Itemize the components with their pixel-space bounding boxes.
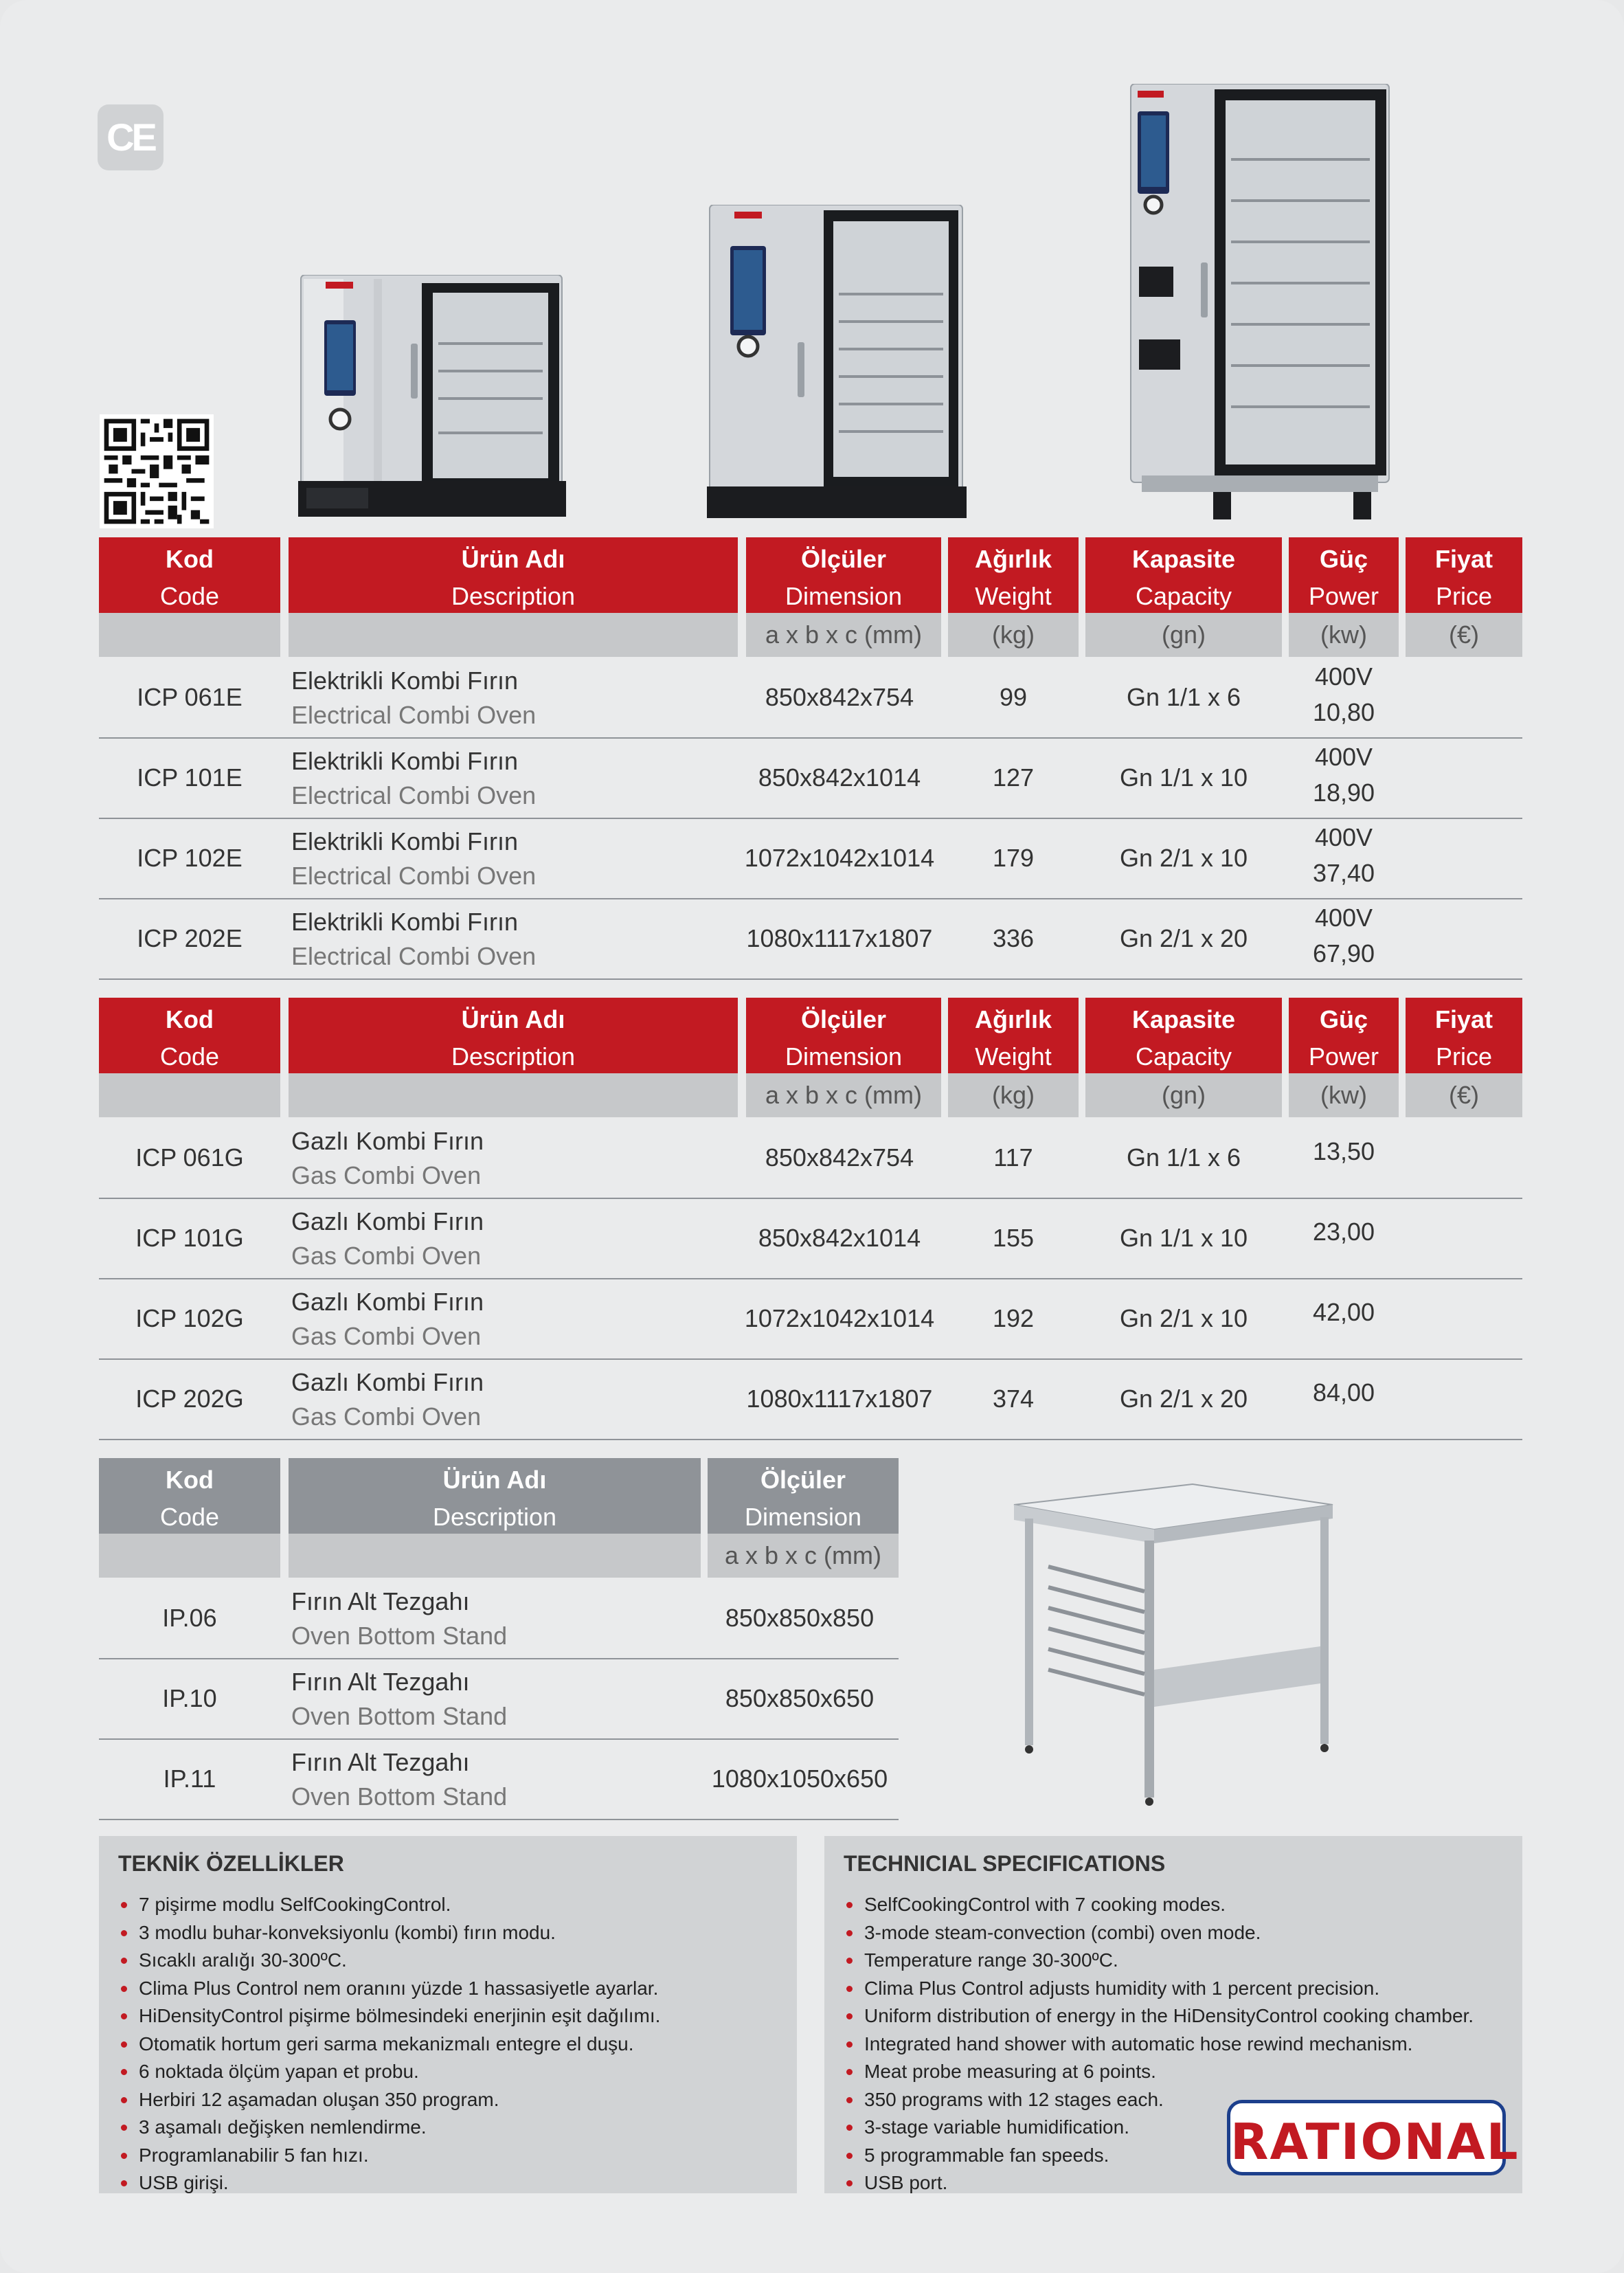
header-weight: Ağırlık Weight — [948, 998, 1079, 1073]
cell-dimension: 850x842x1014 — [758, 763, 921, 792]
spec-item: 3 modlu buhar-konveksiyonlu (kombi) fırın modu. — [118, 1919, 660, 1947]
description-tr: Elektrikli Kombi Fırın — [291, 908, 519, 936]
unit-price: (€) — [1406, 613, 1522, 657]
oven-20-image — [1128, 84, 1392, 519]
header-power: Güç Power — [1289, 998, 1399, 1073]
header-dimension: Ölçüler Dimension — [746, 998, 941, 1073]
header-capacity: Kapasite Capacity — [1085, 537, 1282, 613]
cell-power: 84,00 — [1312, 1378, 1375, 1407]
rational-logo: RATIONAL — [1227, 2100, 1506, 2175]
description-en: Electrical Combi Oven — [291, 701, 537, 729]
description-tr: Fırın Alt Tezgahı — [291, 1668, 470, 1696]
unit-dimension: a x b x c (mm) — [746, 613, 941, 657]
cell-price — [1406, 1278, 1522, 1358]
spec-item: SelfCookingControl with 7 cooking modes. — [844, 1891, 1474, 1919]
cell-capacity: Gn 2/1 x 20 — [1119, 1385, 1248, 1413]
spec-item: Otomatik hortum geri sarma mekanizmalı entegre el duşu. — [118, 2030, 660, 2059]
cell-dimension: 1080x1117x1807 — [746, 924, 933, 952]
specs-tr-list — [118, 1891, 660, 2197]
power-value: 10,80 — [1312, 698, 1375, 726]
cell-capacity: Gn 2/1 x 20 — [1119, 924, 1248, 952]
cell-power — [1289, 818, 1399, 898]
cell-code: ICP 061E — [137, 683, 243, 711]
cell-code: ICP 102E — [137, 844, 243, 872]
cell-code: ICP 101G — [135, 1224, 244, 1252]
description-en: Gas Combi Oven — [291, 1161, 482, 1189]
power-value: 67,90 — [1312, 939, 1375, 967]
cell-power — [1289, 898, 1399, 978]
description-en: Oven Bottom Stand — [291, 1782, 508, 1811]
spec-item: 7 pişirme modlu SelfCookingControl. — [118, 1891, 660, 1919]
cell-description — [289, 818, 738, 898]
oven-10-image — [707, 205, 967, 518]
header-description: Ürün Adı Description — [289, 537, 738, 613]
description-en: Gas Combi Oven — [291, 1242, 482, 1270]
cell-price — [1406, 657, 1522, 737]
spec-item: USB port. — [844, 2169, 1474, 2197]
spec-item: 3-mode steam-convection (combi) oven mode. — [844, 1919, 1474, 1947]
cell-description — [289, 898, 738, 978]
cell-code: ICP 102G — [135, 1304, 244, 1332]
cell-dimension: 850x850x850 — [725, 1604, 875, 1632]
power-voltage: 400V — [1314, 743, 1373, 771]
spec-item: Sıcaklı aralığı 30-300ºC. — [118, 1947, 660, 1975]
spec-item: 3-stage variable humidification. — [844, 2114, 1474, 2142]
table-row — [99, 1738, 899, 1820]
header-price: Fiyat Price — [1406, 537, 1522, 613]
header-code: Kod Code — [99, 1458, 280, 1534]
description-tr: Fırın Alt Tezgahı — [291, 1748, 470, 1776]
description-en: Electrical Combi Oven — [291, 942, 537, 970]
description-tr: Gazlı Kombi Fırın — [291, 1127, 484, 1155]
cell-description — [289, 657, 738, 737]
unit-weight: (kg) — [948, 613, 1079, 657]
specs-tr-title: TEKNİK ÖZELLİKLER — [118, 1851, 344, 1876]
description-tr: Elektrikli Kombi Fırın — [291, 747, 519, 775]
power-voltage: 400V — [1314, 904, 1373, 932]
unit-capacity: (gn) — [1085, 1073, 1282, 1117]
header-power: Güç Power — [1289, 537, 1399, 613]
unit-power: (kw) — [1289, 613, 1399, 657]
cell-dimension: 850x842x754 — [765, 1143, 914, 1172]
spec-item: Uniform distribution of energy in the HiDensityControl cooking chamber. — [844, 2002, 1474, 2030]
table-row — [99, 818, 1522, 899]
cell-dimension: 1080x1117x1807 — [746, 1385, 933, 1413]
cell-weight: 99 — [999, 683, 1028, 711]
cell-dimension: 850x842x1014 — [758, 1224, 921, 1252]
header-dimension: Ölçüler Dimension — [746, 537, 941, 613]
description-tr: Gazlı Kombi Fırın — [291, 1288, 484, 1316]
cell-price — [1406, 737, 1522, 818]
cell-dimension: 850x850x650 — [725, 1684, 875, 1712]
spec-item: Programlanabilir 5 fan hızı. — [118, 2142, 660, 2170]
oven-stand-image — [1007, 1477, 1337, 1807]
cell-dimension: 1072x1042x1014 — [744, 844, 935, 872]
unit-power: (kw) — [1289, 1073, 1399, 1117]
cell-power: 13,50 — [1312, 1137, 1375, 1165]
cell-capacity: Gn 1/1 x 10 — [1119, 763, 1248, 792]
spec-item: Meat probe measuring at 6 points. — [844, 2058, 1474, 2086]
cell-dimension: 1072x1042x1014 — [744, 1304, 935, 1332]
header-description: Ürün Adı Description — [289, 1458, 701, 1534]
cell-price — [1406, 1117, 1522, 1198]
cell-weight: 117 — [993, 1143, 1033, 1172]
power-value: 18,90 — [1312, 779, 1375, 807]
description-tr: Gazlı Kombi Fırın — [291, 1368, 484, 1396]
spec-item: Herbiri 12 aşamadan oluşan 350 program. — [118, 2086, 660, 2114]
cell-code: IP.06 — [162, 1604, 217, 1632]
cell-price — [1406, 898, 1522, 978]
cell-weight: 192 — [992, 1304, 1035, 1332]
table-row — [99, 1578, 899, 1659]
description-en: Oven Bottom Stand — [291, 1702, 508, 1730]
cell-description — [289, 1117, 738, 1198]
cell-weight: 155 — [992, 1224, 1035, 1252]
cell-capacity: Gn 1/1 x 6 — [1126, 1143, 1241, 1172]
spec-item: Clima Plus Control adjusts humidity with 1 percent precision. — [844, 1975, 1474, 2003]
header-capacity: Kapasite Capacity — [1085, 998, 1282, 1073]
cell-power — [1289, 657, 1399, 737]
header-description: Ürün Adı Description — [289, 998, 738, 1073]
spec-item: 3 aşamalı değişken nemlendirme. — [118, 2114, 660, 2142]
description-tr: Elektrikli Kombi Fırın — [291, 667, 519, 695]
cell-weight: 374 — [992, 1385, 1035, 1413]
description-tr: Gazlı Kombi Fırın — [291, 1207, 484, 1235]
cell-capacity: Gn 1/1 x 6 — [1126, 683, 1241, 711]
cell-price — [1406, 818, 1522, 898]
table-row — [99, 1658, 899, 1740]
description-en: Electrical Combi Oven — [291, 862, 537, 890]
table-row — [99, 1198, 1522, 1279]
cell-code: ICP 202G — [135, 1385, 244, 1413]
cell-price — [1406, 1198, 1522, 1278]
cell-price — [1406, 1358, 1522, 1439]
unit-price: (€) — [1406, 1073, 1522, 1117]
header-price: Fiyat Price — [1406, 998, 1522, 1073]
cell-capacity: Gn 1/1 x 10 — [1119, 1224, 1248, 1252]
spec-item: 350 programs with 12 stages each. — [844, 2086, 1474, 2114]
table-row — [99, 657, 1522, 739]
table-row — [99, 898, 1522, 980]
cell-code: ICP 061G — [135, 1143, 244, 1172]
cell-code: ICP 101E — [137, 763, 243, 792]
cell-description — [289, 1198, 738, 1278]
description-en: Gas Combi Oven — [291, 1402, 482, 1431]
description-tr: Elektrikli Kombi Fırın — [291, 827, 519, 855]
cell-weight: 127 — [992, 763, 1035, 792]
description-tr: Fırın Alt Tezgahı — [291, 1587, 470, 1615]
table-row — [99, 737, 1522, 819]
cell-code: IP.10 — [162, 1684, 217, 1712]
cell-dimension: 850x842x754 — [765, 683, 914, 711]
header-weight: Ağırlık Weight — [948, 537, 1079, 613]
unit-weight: (kg) — [948, 1073, 1079, 1117]
cell-code: IP.11 — [163, 1765, 216, 1793]
oven-6-image — [298, 275, 566, 517]
qr-code[interactable] — [100, 414, 214, 528]
power-value: 37,40 — [1312, 859, 1375, 887]
cell-capacity: Gn 2/1 x 10 — [1119, 1304, 1248, 1332]
table-row — [99, 1278, 1522, 1360]
spec-item: Clima Plus Control nem oranını yüzde 1 hassasiyetle ayarlar. — [118, 1975, 660, 2003]
cell-description — [289, 1278, 738, 1358]
cell-power — [1289, 737, 1399, 818]
cell-description — [289, 1738, 701, 1819]
description-en: Gas Combi Oven — [291, 1322, 482, 1350]
spec-item: Temperature range 30-300ºC. — [844, 1947, 1474, 1975]
unit-capacity: (gn) — [1085, 613, 1282, 657]
cell-capacity: Gn 2/1 x 10 — [1119, 844, 1248, 872]
unit-dimension: a x b x c (mm) — [708, 1534, 899, 1578]
description-en: Electrical Combi Oven — [291, 781, 537, 809]
cell-weight: 179 — [992, 844, 1035, 872]
cell-description — [289, 737, 738, 818]
table-row — [99, 1358, 1522, 1440]
cell-dimension: 1080x1050x650 — [711, 1765, 888, 1793]
header-dimension: Ölçüler Dimension — [708, 1458, 899, 1534]
header-code: Kod Code — [99, 998, 280, 1073]
cell-description — [289, 1578, 701, 1658]
cell-power: 23,00 — [1312, 1218, 1375, 1246]
cell-description — [289, 1358, 738, 1439]
cell-weight: 336 — [992, 924, 1035, 952]
cell-description — [289, 1658, 701, 1738]
spec-item: 5 programmable fan speeds. — [844, 2142, 1474, 2170]
specs-tr-panel — [99, 1836, 797, 2193]
description-en: Oven Bottom Stand — [291, 1622, 508, 1650]
spec-item: USB girişi. — [118, 2169, 660, 2197]
cell-code: ICP 202E — [137, 924, 243, 952]
header-code: Kod Code — [99, 537, 280, 613]
ce-mark: CE — [98, 104, 163, 170]
spec-item: Integrated hand shower with automatic hose rewind mechanism. — [844, 2030, 1474, 2059]
specs-en-title: TECHNICIAL SPECIFICATIONS — [844, 1851, 1166, 1876]
spec-item: HiDensityControl pişirme bölmesindeki enerjinin eşit dağılımı. — [118, 2002, 660, 2030]
unit-dimension: a x b x c (mm) — [746, 1073, 941, 1117]
power-voltage: 400V — [1314, 823, 1373, 851]
table-row — [99, 1117, 1522, 1199]
power-voltage: 400V — [1314, 662, 1373, 691]
cell-power: 42,00 — [1312, 1298, 1375, 1326]
spec-item: 6 noktada ölçüm yapan et probu. — [118, 2058, 660, 2086]
